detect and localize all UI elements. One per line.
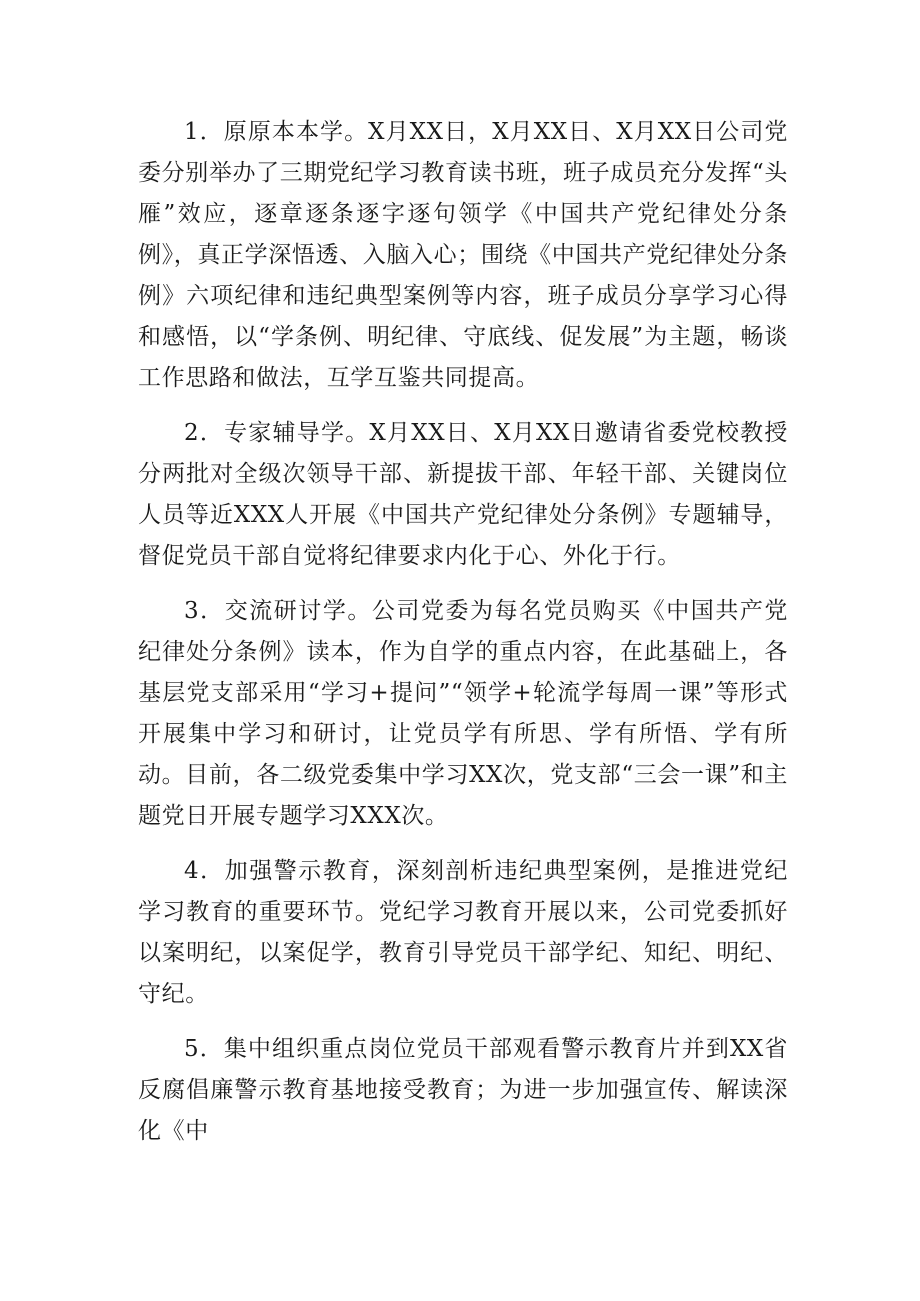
paragraph-5: 5．集中组织重点岗位党员干部观看警示教育片并到XX省反腐倡廉警示教育基地接受教育；为进一步加强宣传、解读深化《中 [138, 1036, 788, 1144]
document-body [138, 112, 788, 1166]
paragraph-4: 4．加强警示教育，深刻剖析违纪典型案例，是推进党纪学习教育的重要环节。党纪学习教育开展以来，公司党委抓好以案明纪，以案促学，教育引导党员干部学纪、知纪、明纪、守纪。 [138, 858, 788, 1007]
paragraph-1: 1．原原本本学。X月XX日，X月XX日、X月XX日公司党委分别举办了三期党纪学习教育读书班，班子成员充分发挥“头雁”效应，逐章逐条逐字逐句领学《中国共产党纪律处分条例》，真正学深悟透、入脑入心；围绕《中国共产党纪律处分条例》六项纪律和违纪典型案例等内容，班子成员分享学习心得和感悟，以“学条例、明纪律、守底线、促发展”为主题，畅谈工作思路和做法，互学互鉴共同提高。 [138, 119, 788, 391]
paragraph-2: 2．专家辅导学。X月XX日、X月XX日邀请省委党校教授分两批对全级次领导干部、新提拔干部、年轻干部、关键岗位人员等近XXX人开展《中国共产党纪律处分条例》专题辅导，督促党员干部自觉将纪律要求内化于心、外化于行。 [138, 420, 788, 569]
paragraph-3: 3．交流研讨学。公司党委为每名党员购买《中国共产党纪律处分条例》读本，作为自学的重点内容，在此基础上，各基层党支部采用“学习+提问”“领学+轮流学每周一课”等形式开展集中学习和研讨，让党员学有所思、学有所悟、学有所动。目前，各二级党委集中学习XX次，党支部“三会一课”和主题党日开展专题学习XXX次。 [138, 598, 788, 829]
